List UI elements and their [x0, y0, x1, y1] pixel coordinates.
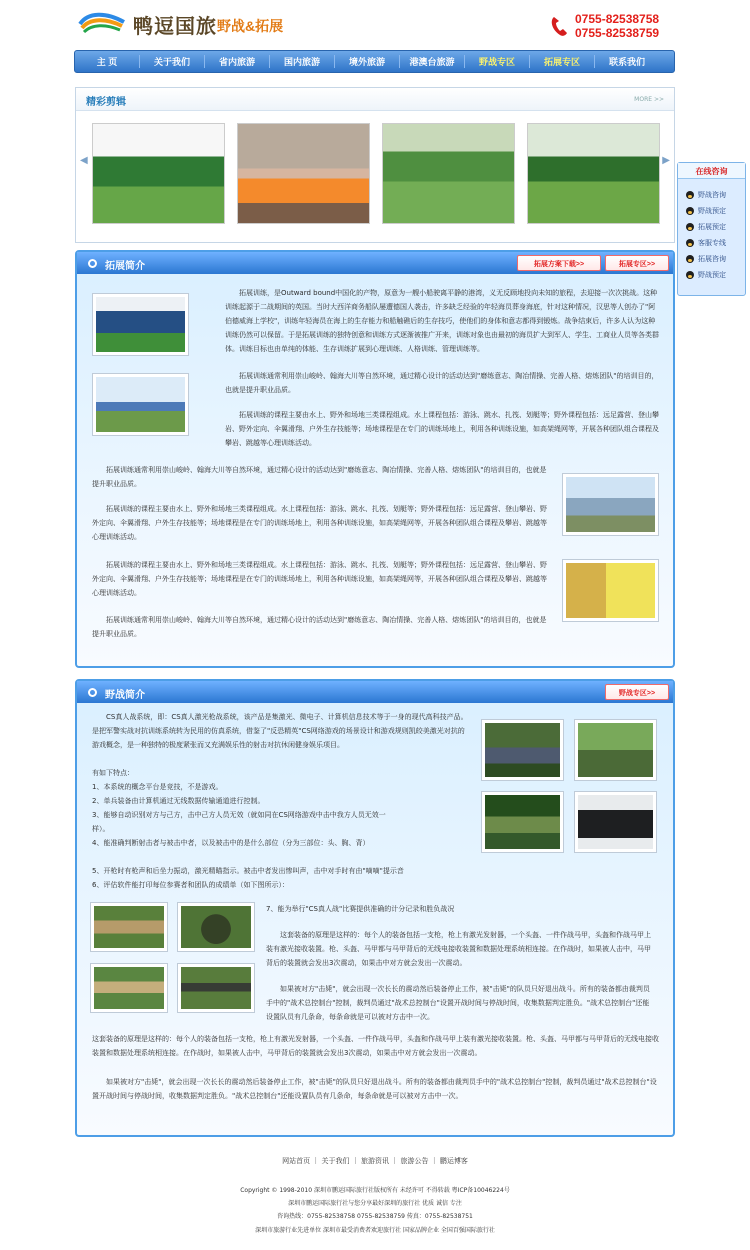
footer-copyright: Copyright © 1998-2010 深圳市鹏运国际旅行社版权所有 未经许可 不得转载 粤ICP备10046224号 [240, 1187, 510, 1194]
field-intro: CS真人战系统，即：CS真人激光枪战系统，该产品是集激光、微电子、计算机信息技术等于一身的现代高科技产品。是把军警实战对抗训练系统转为民用的仿真系统，借鉴了"反恐精英"CS网络游戏的场景设计和游戏规则凯皎美激光对抗的游戏概念，是一种独特的极度紧张而又充满娱乐性的射击对抗休闲健身娱乐项目。 [92, 713, 468, 749]
expand-paragraph: 拓展训练通常利用崇山峻岭、翰海大川等自然环境，通过精心设计的活动达到"磨练意志、陶冶情操、完善人格、熔炼团队"的培训目的，也就是提升职业品质。 [92, 466, 547, 488]
consult-title: 在线咨询 [678, 163, 745, 179]
phone-icon [549, 14, 569, 38]
field-photo [481, 719, 564, 781]
equipment-photo [177, 902, 255, 952]
feature-item: 7、能为举行"CS真人战"比赛提供准确的计分记录和胜负战况 [266, 905, 455, 913]
download-plan-button[interactable]: 拓展方案下载>> [517, 255, 601, 271]
field-title: 野战简介 [105, 690, 145, 701]
consult-label: 野战预定 [698, 207, 726, 215]
nav-hk-macau-tw[interactable]: 港澳台旅游 [409, 57, 455, 67]
expand-section [75, 250, 675, 668]
field-zone-button[interactable]: 野战专区>> [605, 684, 669, 700]
expand-zone-button[interactable]: 拓展专区>> [605, 255, 669, 271]
consult-item[interactable] [686, 203, 745, 219]
equipment-photo [90, 902, 168, 952]
gallery-panel [75, 87, 675, 243]
header [75, 0, 675, 50]
consult-label: 拓展预定 [698, 223, 726, 231]
main-nav [74, 50, 675, 73]
nav-outbound[interactable]: 境外旅游 [348, 57, 385, 67]
feature-item: 5、开枪时有枪声和后坐力振动，激光精瞄指示。被击中者发出惨叫声，击中对手时有由"嘀嘀"提示音 [92, 867, 404, 875]
feature-item: 3、能够自动识别对方与己方，击中己方人员无效（就如同在CS网络游戏中击中我方人员无效一样）。 [92, 811, 386, 833]
consult-list [678, 179, 745, 283]
consult-label: 野战咨询 [698, 191, 726, 199]
expand-paragraph: 拓展训练通常利用崇山峻岭、翰海大川等自然环境，通过精心设计的活动达到"磨练意志、陶冶情操、完善人格、熔炼团队"的培训目的，也就是提升职业品质。 [225, 372, 659, 394]
field-photo [481, 791, 564, 853]
qq-icon [686, 239, 694, 247]
gallery-prev-icon[interactable]: ◀ [80, 155, 88, 166]
more-link[interactable]: MORE >> [634, 96, 664, 103]
section-bullet-icon [88, 688, 97, 697]
equipment-photo [177, 963, 255, 1013]
equipment-photo [90, 963, 168, 1013]
expand-paragraph: 拓展训练通常利用崇山峻岭、翰海大川等自然环境，通过精心设计的活动达到"磨练意志、陶冶情操、完善人格、熔炼团队"的培训目的，也就是提升职业品质。 [92, 616, 547, 638]
qq-icon [686, 223, 694, 231]
nav-field-zone[interactable]: 野战专区 [478, 57, 515, 67]
brand-subtitle: 野战&拓展 [217, 18, 284, 34]
consult-item[interactable] [686, 187, 745, 203]
gallery-photo[interactable] [92, 123, 225, 224]
feature-item: 2、单兵装备由计算机通过无线数据传输通道进行控制。 [92, 797, 265, 805]
consult-item[interactable] [686, 267, 745, 283]
gallery-photo[interactable] [527, 123, 660, 224]
online-consult-widget [677, 162, 746, 296]
feature-item: 1、本系统的概念平台是竞技，不是游戏。 [92, 783, 223, 791]
footer-contact: 咨询热线：0755-82538758 0755-82538759 传真：0755-82538751 [277, 1213, 473, 1220]
phone-number-2: 0755-82538759 [575, 26, 660, 40]
field-header [77, 681, 673, 703]
field-paragraph: 这套装备的原理是这样的：每个人的装备包括一支枪，枪上有激光发射器，一个头盔、一件作战马甲，头盔和作战马甲上装有激光接收装置。枪、头盔、马甲都与马甲背后的无线电接收装置和数据处理系统相连接。在作战时，如果被人击中，马甲背后的装置就会发出3次震动，如果击中对方就会发出一次震动。 [266, 931, 651, 967]
consult-label: 拓展咨询 [698, 255, 726, 263]
field-section [75, 679, 675, 1137]
nav-home[interactable]: 主 页 [96, 57, 118, 67]
brand-title: 鸭逗国旅 [133, 14, 217, 38]
expand-paragraph: 拓展训练的课程主要由水上、野外和场地三类课程组成。水上课程包括：游泳、跳水、扎筏、划艇等；野外课程包括：远足露营、登山攀岩、野外定向、伞翼滑翔、户外生存技能等；场地课程是在专门的训练场地上，利用各种训练设施，如高架绳网等，开展各种团队组合课程及攀岩、跳越等心理训练活动。 [225, 411, 659, 447]
footer-links[interactable]: 网站首页 ｜ 关于我们 ｜ 旅游资讯 ｜ 旅游公告 ｜ 鹏运博客 [282, 1157, 468, 1165]
phone-number-1: 0755-82538758 [575, 12, 660, 26]
feature-item: 6、评估软件能打印每位参赛者和团队的成绩单（如下图所示）： [92, 881, 289, 889]
nav-domestic[interactable]: 国内旅游 [283, 57, 320, 67]
field-photo [574, 791, 657, 853]
nav-expand-zone[interactable]: 拓展专区 [543, 57, 580, 67]
consult-label: 客服专线 [698, 239, 726, 247]
expand-paragraph: 拓展训练的课程主要由水上、野外和场地三类课程组成。水上课程包括：游泳、跳水、扎筏、划艇等；野外课程包括：远足露营、登山攀岩、野外定向、伞翼滑翔、户外生存技能等；场地课程是在专门的训练场地上，利用各种训练设施，如高架绳网等，开展各种团队组合课程及攀岩、跳越等心理训练活动。 [92, 561, 547, 597]
field-paragraph: 如果被对方"击毙"，就会出现一次长长的震动然后装备停止工作，被"击毙"的队员只好退出战斗。所有的装备都由裁判员手中的"战术总控制台"控制，裁判员通过"战术总控制台"设置开战时间与停战时间，收集数据判定胜负。"战术总控制台"还能设置队员有几条命，每条命就是可以被对方击中一次。 [266, 985, 650, 1021]
field-paragraph: 如果被对方"击毙"，就会出现一次长长的震动然后装备停止工作，被"击毙"的队员只好退出战斗。所有的装备都由裁判员手中的"战术总控制台"控制，裁判员通过"战术总控制台"设置开战时间与停战时间，收集数据判定胜负。"战术总控制台"还能设置队员有几条命，每条命就是可以被对方击中一次。 [92, 1078, 657, 1100]
expand-title: 拓展简介 [105, 261, 145, 272]
gallery-thumbs [92, 123, 660, 224]
nav-province[interactable]: 省内旅游 [218, 57, 255, 67]
expand-photo [562, 473, 659, 536]
qq-icon [686, 191, 694, 199]
section-bullet-icon [88, 259, 97, 268]
qq-icon [686, 255, 694, 263]
consult-item[interactable] [686, 219, 745, 235]
gallery-photo[interactable] [382, 123, 515, 224]
expand-paragraph: 拓展训练的课程主要由水上、野外和场地三类课程组成。水上课程包括：游泳、跳水、扎筏、划艇等；野外课程包括：远足露营、登山攀岩、野外定向、伞翼滑翔、户外生存技能等；场地课程是在专门的训练场地上，利用各种训练设施，如高架绳网等，开展各种团队组合课程及攀岩、跳越等心理训练活动。 [92, 505, 547, 541]
expand-header [77, 252, 673, 274]
gallery-next-icon[interactable]: ▶ [662, 155, 670, 166]
gallery-photo[interactable] [237, 123, 370, 224]
consult-label: 野战预定 [698, 271, 726, 279]
nav-contact[interactable]: 联系我们 [608, 57, 645, 67]
feature-item: 4、能准确判断射击者与被击中者，以及被击中的是什么部位（分为三部位：头、胸、背） [92, 839, 370, 847]
nav-about[interactable]: 关于我们 [153, 57, 190, 67]
field-photo [574, 719, 657, 781]
expand-photo [92, 293, 189, 356]
consult-item[interactable] [686, 251, 745, 267]
qq-icon [686, 271, 694, 279]
footer-slogan: 深圳市鹏运国际旅行社与您分享最好深圳的旅行社 优质 诚信 专注 [288, 1200, 462, 1207]
expand-photo [562, 559, 659, 622]
logo-icon [78, 10, 126, 34]
qq-icon [686, 207, 694, 215]
gallery-title: 精彩剪辑 [86, 97, 126, 108]
gallery-header [76, 88, 674, 111]
consult-item[interactable] [686, 235, 745, 251]
expand-paragraph: 拓展训练，是Outward bound中国化的产物，原意为一艘小船驶离平静的港湾，义无反顾地投向未知的旅程，去迎接一次次挑战。这种训练起源于二战期间的英国。当时大西洋商务船队屡遭德国人袭击，许多缺乏经验的年轻海员葬身海底，针对这种情况，汉思等人创办了"阿伯德威海上学校"，训练年轻海员在海上的生存能力和船触礁后的生存技巧，使他们的身体和意志都得到锻炼。战争结束后，许多人认为这种训练仍然可以保留。于是拓展训练的独特创意和训练方式逐渐被推广开来，训练对象也由最初的海员扩大到军人、学生、工商业人员等各类群体。训练目标也由单纯的体能、生存训练扩展到心理训练、人格训练、管理训练等。 [225, 289, 659, 353]
footer-awards: 深圳市旅游行业先进单位 深圳市最受消费者欢迎旅行社 国家品牌企业 全国百强国际旅行社 [255, 1227, 495, 1234]
field-paragraph: 这套装备的原理是这样的：每个人的装备包括一支枪，枪上有激光发射器，一个头盔、一件作战马甲，头盔和作战马甲上装有激光接收装置。枪、头盔、马甲都与马甲背后的无线电接收装置和数据处理系统相连接。在作战时，如果被人击中，马甲背后的装置就会发出3次震动，如果击中对方就会发出一次震动。 [92, 1035, 659, 1057]
expand-photo [92, 373, 189, 436]
features-title: 有如下特点： [92, 769, 134, 777]
